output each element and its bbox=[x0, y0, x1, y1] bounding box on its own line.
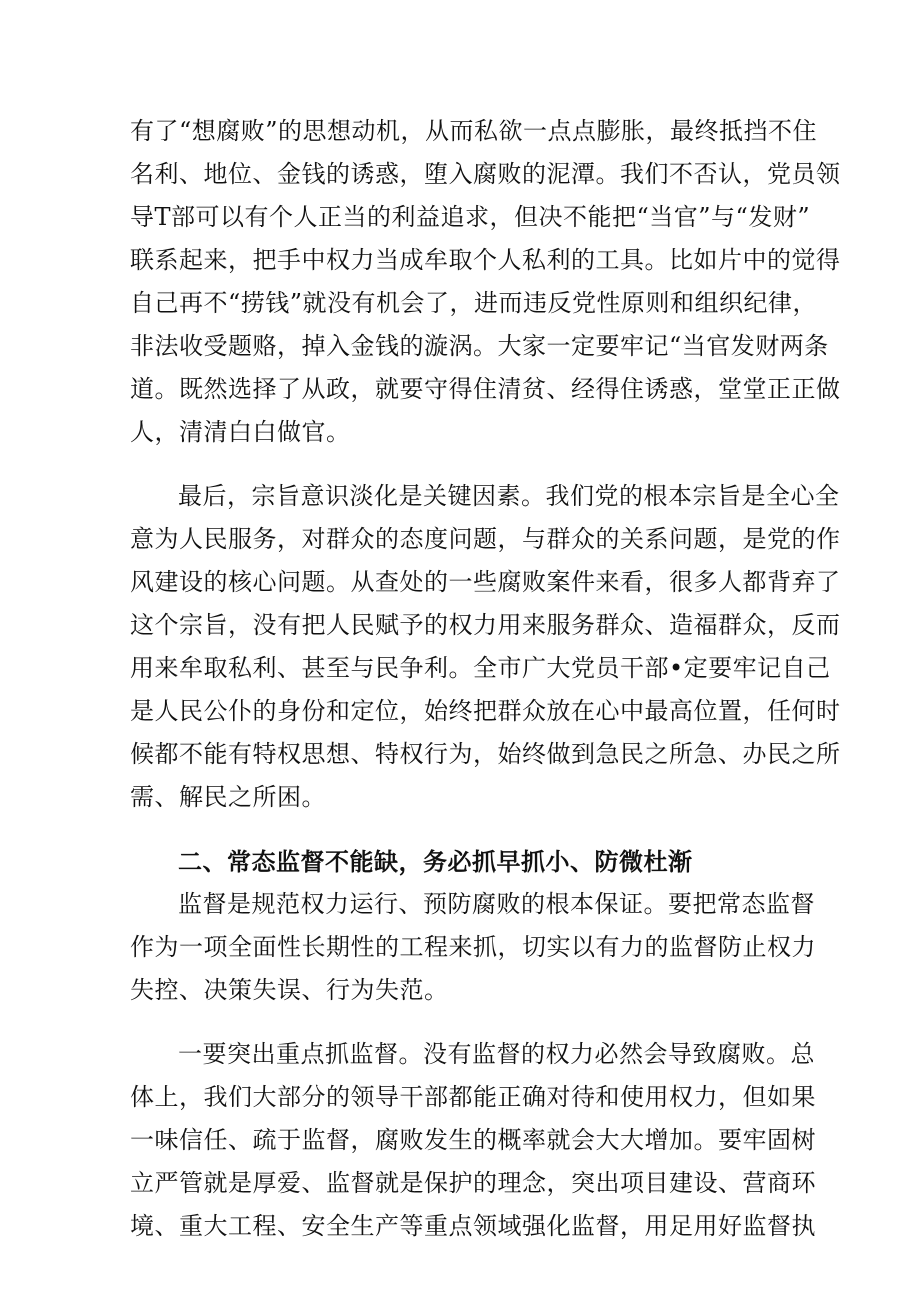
text-line: 非法收受题赂，掉入金钱的漩涡。大家一定要牢记“当官发财两条 bbox=[130, 332, 829, 360]
text-line: 导T部可以有个人正当的利益追求，但决不能把“当官”与“发财” bbox=[130, 203, 811, 231]
text-line: 意为人民服务，对群众的态度问题，与群众的关系问题，是党的作 bbox=[130, 525, 841, 553]
text-line: 一味信任、疏于监督，腐败发生的概率就会大大增加。要牢固树 bbox=[130, 1126, 816, 1154]
paragraph-gap bbox=[130, 1012, 790, 1033]
text-line: 境、重大工程、安全生产等重点领域强化监督，用足用好监督执 bbox=[130, 1212, 816, 1240]
text-line: 立严管就是厚爱、监督就是保护的理念，突出项目建设、营商环 bbox=[130, 1169, 816, 1197]
text-line: 名利、地位、金钱的诱惑，堕入腐败的泥潭。我们不否认，党员领 bbox=[130, 160, 841, 188]
section-heading: 二、常态监督不能缺，务必抓早抓小、防微杜渐 bbox=[178, 847, 693, 876]
text-line: 是人民公仆的身份和定位，始终把群众放在心中最高位置，任何时 bbox=[130, 697, 841, 725]
text-line: 一要突出重点抓监督。没有监督的权力必然会导致腐败。总 bbox=[178, 1040, 815, 1068]
text-line: 需、解民之所困。 bbox=[130, 783, 326, 811]
text-line: 失控、决策失误、行为失范。 bbox=[130, 976, 449, 1004]
text-line: 风建设的核心问题。从查处的一些腐败案件来看，很多人都背弃了 bbox=[130, 568, 841, 596]
text-line: 作为一项全面性长期性的工程来抓，切实以有力的监督防止权力 bbox=[130, 933, 816, 961]
text-line: 体上，我们大部分的领导干部都能正确对待和使用权力，但如果 bbox=[130, 1083, 816, 1111]
text-line: 有了“想腐败”的思想动机，从而私欲一点点膨胀，最终抵挡不住 bbox=[130, 117, 818, 145]
text-line: 这个宗旨，没有把人民赋予的权力用来服务群众、造福群众，反而 bbox=[130, 611, 841, 639]
paragraph-gap bbox=[130, 819, 790, 840]
text-line: 监督是规范权力运行、预防腐败的根本保证。要把常态监督 bbox=[178, 890, 815, 918]
document-body bbox=[130, 110, 841, 1248]
text-line: 联系起来，把手中权力当成牟取个人私利的工具。比如片中的觉得 bbox=[130, 246, 841, 274]
text-line: 自己再不“捞钱”就没有机会了，进而违反党性原则和组织纪律， bbox=[130, 289, 818, 317]
text-line: 候都不能有特权思想、特权行为，始终做到急民之所急、办民之所 bbox=[130, 740, 841, 768]
text-line: 道。既然选择了从政，就要守得住清贫、经得住诱惑，堂堂正正做 bbox=[130, 375, 841, 403]
text-line: 用来牟取私利、甚至与民争利。全市广大党员干部•定要牢记自己 bbox=[130, 654, 831, 682]
text-line: 最后，宗旨意识淡化是关键因素。我们党的根本宗旨是全心全 bbox=[178, 482, 840, 510]
paragraph-gap bbox=[130, 454, 790, 475]
text-line: 人，清清白白做官。 bbox=[130, 418, 351, 446]
